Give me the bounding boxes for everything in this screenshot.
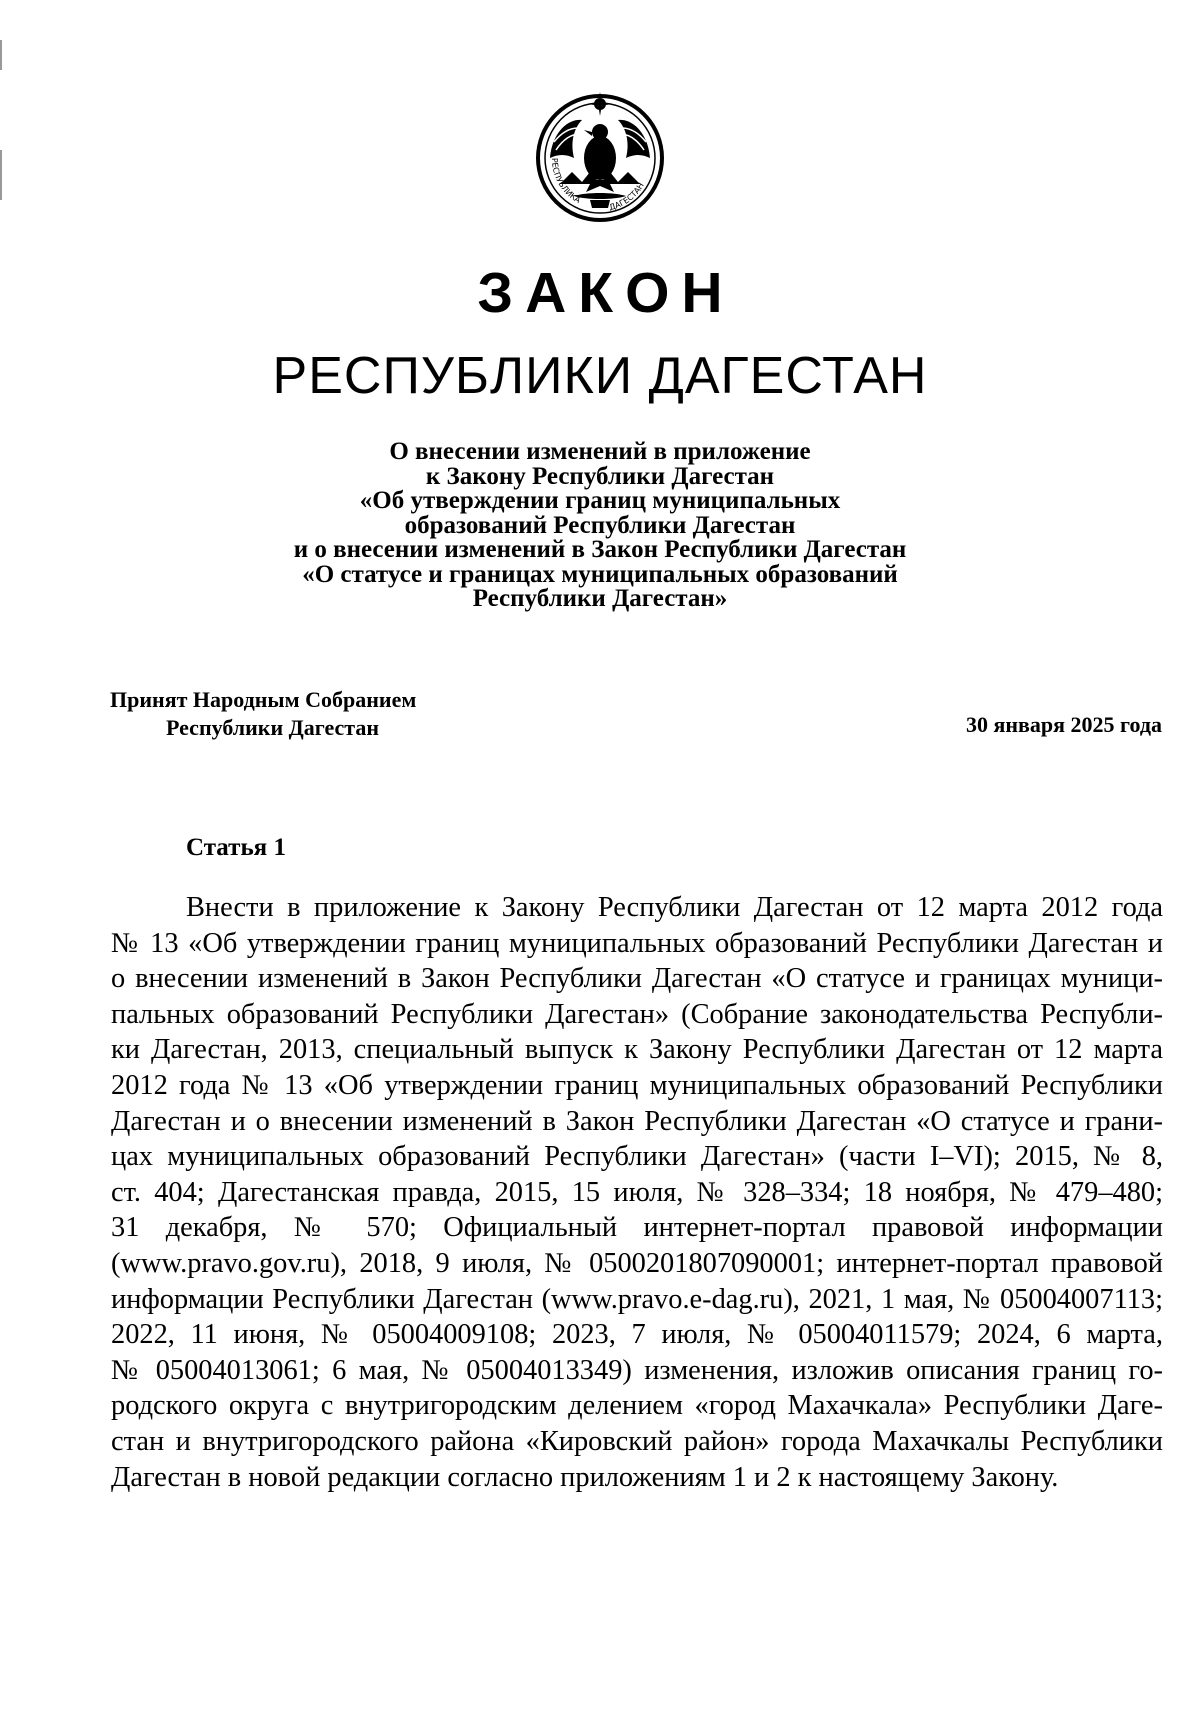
adoption-line-2: Республики Дагестан: [166, 715, 380, 740]
article-body-line: Дагестан в новой редакции согласно приложениям 1 и 2 к настоящему Закону.: [111, 1461, 1059, 1493]
law-title-line: О внесении изменений в приложение: [389, 438, 811, 465]
law-heading: ЗАКОН: [477, 261, 735, 325]
article-body-line: пальных образований Республики Дагестан» (Собрание законодательства Республи-: [111, 998, 1163, 1030]
law-title-line: образований Республики Дагестан: [404, 511, 796, 539]
adoption-date: 30 января 2025 года: [965, 712, 1162, 737]
law-title-line: Республики Дагестан»: [472, 585, 728, 612]
article-body-line: № 13 «Об утверждении границ муниципальных образований Республики Дагестан и: [111, 927, 1163, 959]
article-body: [111, 890, 1163, 1495]
article-body-line: стан и внутригородского района «Кировский район» города Махачкалы Республики: [111, 1425, 1163, 1457]
article-body-line: Внести в приложение к Закону Республики Дагестан от 12 марта 2012 года: [186, 892, 1163, 923]
article-body-line: № 05004013061; 6 мая, № 05004013349) изменения, изложив описания границ го-: [111, 1354, 1163, 1386]
law-title: [0, 440, 1200, 612]
emblem-arc-left-text: РЕСПУБЛИКА: [549, 157, 583, 205]
law-title-line: «О статусе и границах муниципальных образований: [302, 560, 898, 588]
article-body-line: ки Дагестан, 2013, специальный выпуск к Закону Республики Дагестан от 12 марта: [111, 1034, 1163, 1066]
article-body-line: о внесении изменений в Закон Республики Дагестан «О статусе и границах муници-: [111, 963, 1163, 995]
law-title-line: к Закону Республики Дагестан: [425, 462, 775, 490]
article-body-line: ст. 404; Дагестанская правда, 2015, 15 июля, № 328–334; 18 ноября, № 479–480;: [111, 1176, 1163, 1208]
scan-edge-mark: [0, 150, 2, 200]
article-heading: Статья 1: [186, 834, 286, 861]
law-title-line: «Об утверждении границ муниципальных: [359, 487, 841, 514]
article-body-line: 2022, 11 июня, № 05004009108; 2023, 7 июля, № 05004011579; 2024, 6 марта,: [111, 1319, 1163, 1351]
article-body-line: 2012 года № 13 «Об утверждении границ муниципальных образований Республики: [111, 1069, 1163, 1101]
adoption-note: [110, 686, 416, 742]
article-body-line: 31 декабря, № 570; Официальный интернет-портал правовой информации: [111, 1212, 1163, 1244]
law-title-line: и о внесении изменений в Закон Республики Дагестан: [293, 536, 907, 563]
republic-heading: РЕСПУБЛИКИ ДАГЕСТАН: [272, 347, 928, 405]
article-body-line: родского округа с внутригородским делением «город Махачкала» Республики Даге-: [111, 1390, 1163, 1422]
article-body-line: (www.pravo.gov.ru), 2018, 9 июля, № 0500201807090001; интернет-портал правовой: [111, 1247, 1163, 1279]
emblem-arc-right-text: ДАГЕСТАН: [608, 181, 646, 213]
adoption-line-1: Принят Народным Собранием: [110, 687, 417, 712]
article-body-line: информации Республики Дагестан (www.pravo.e-dag.ru), 2021, 1 мая, № 05004007113;: [111, 1283, 1163, 1315]
coat-of-arms-emblem: [530, 88, 670, 236]
scan-edge-mark: [0, 40, 2, 70]
article-body-line: Дагестан и о внесении изменений в Закон Республики Дагестан «О статусе и грани-: [111, 1105, 1163, 1137]
article-body-line: цах муниципальных образований Республики Дагестан» (части I–VI); 2015, № 8,: [111, 1141, 1163, 1173]
